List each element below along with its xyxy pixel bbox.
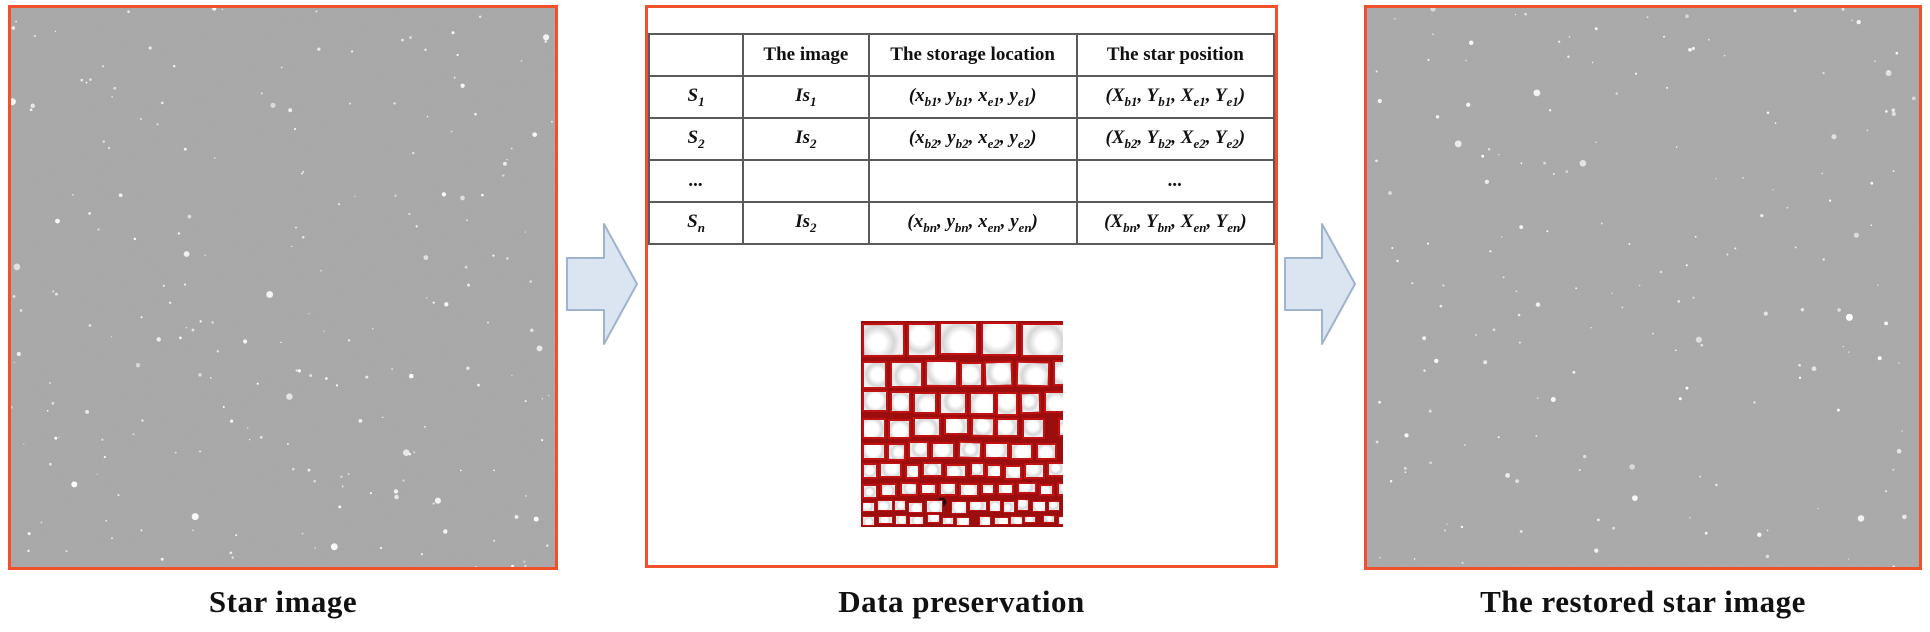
table-row: [649, 202, 1274, 244]
table-header-cell: The image: [743, 34, 868, 76]
star-block: [984, 360, 1014, 387]
star-block: [984, 442, 1009, 459]
star-block: [862, 502, 876, 513]
star-block: [862, 516, 875, 526]
data-preservation-panel: [645, 5, 1278, 568]
star-block: [1036, 443, 1058, 460]
arrow-right-icon: [1284, 222, 1356, 346]
star-block: [890, 391, 911, 412]
star-block: [956, 517, 970, 526]
table-cell: ...: [649, 160, 743, 202]
table-cell: $Is_1$: [743, 76, 868, 118]
star-block: [908, 502, 923, 513]
star-block: [931, 442, 955, 458]
star-block: [1021, 323, 1063, 357]
star-block: [1010, 443, 1033, 460]
star-block: [887, 443, 906, 461]
caption-restored-star-image: The restored star image: [1480, 584, 1806, 619]
table-cell: $Is_2$: [743, 202, 868, 244]
table-cell: ...: [1077, 160, 1274, 202]
table-cell: [869, 160, 1077, 202]
table-cell: ($x_{b1}$, $y_{b1}$, $x_{e1}$, $y_{e1}$): [869, 76, 1077, 118]
star-block: [939, 392, 968, 415]
star-image: [11, 8, 555, 567]
caption-star-image: Star image: [208, 584, 358, 619]
star-block: [971, 417, 995, 438]
star-block: [1043, 514, 1055, 523]
star-block: [981, 322, 1018, 355]
star-block: [957, 440, 982, 459]
star-block: [939, 322, 978, 355]
star-block: [861, 323, 904, 357]
star-block: [879, 462, 902, 478]
star-block: [1053, 360, 1063, 385]
star-block: [1024, 516, 1036, 524]
table-cell: $S_1$: [649, 76, 743, 118]
star-block: [979, 516, 992, 526]
star-block: [981, 483, 995, 495]
star-block: [1010, 515, 1023, 525]
table-cell: ($x_{bn}$, $y_{bn}$, $x_{en}$, $y_{en}$): [869, 202, 1077, 244]
star-block: [939, 482, 957, 496]
star-blocks-mosaic: [861, 321, 1063, 527]
star-block: [925, 360, 958, 387]
star-block: [862, 443, 886, 460]
preservation-table-head: [649, 34, 1274, 76]
star-block: [900, 481, 919, 495]
star-block: [862, 361, 888, 389]
preservation-table-body: [649, 76, 1274, 244]
star-block: [944, 417, 970, 435]
star-block: [862, 463, 879, 479]
star-block: [1003, 501, 1015, 513]
star-block: [969, 501, 987, 511]
star-block: [909, 516, 925, 525]
table-header-row: [649, 34, 1274, 76]
star-block: [960, 362, 984, 387]
star-block: [986, 464, 1002, 478]
star-block: [1020, 391, 1042, 413]
star-block: [996, 418, 1020, 437]
star-block: [1024, 463, 1045, 479]
star-block: [1022, 418, 1046, 439]
star-block: [907, 323, 937, 357]
star-block: [959, 483, 979, 497]
table-row: [649, 118, 1274, 160]
table-header-cell: The storage location: [869, 34, 1077, 76]
star-block: [862, 484, 879, 498]
star-block: [1039, 484, 1054, 497]
star-block: [920, 483, 937, 496]
star-block: [926, 500, 943, 512]
star-block: [878, 516, 894, 524]
table-cell: ($X_{b1}$, $Y_{b1}$, $X_{e1}$, $Y_{e1}$): [1077, 76, 1274, 118]
table-cell: $Is_2$: [743, 118, 868, 160]
table-header-cell: The star position: [1077, 34, 1274, 76]
star-block: [895, 515, 907, 525]
star-block: [1032, 501, 1046, 512]
restored-star-image: [1367, 8, 1919, 567]
star-image-panel: [8, 5, 558, 570]
table-cell: $S_n$: [649, 202, 743, 244]
star-block: [890, 361, 924, 388]
star-block: [862, 418, 887, 438]
star-block: [1004, 465, 1022, 480]
star-block: [951, 501, 967, 513]
preservation-table: [648, 33, 1275, 245]
star-block: [905, 464, 920, 479]
star-block: [913, 417, 941, 437]
star-block: [862, 390, 888, 412]
star-block: [989, 500, 1001, 512]
star-block: [942, 517, 954, 525]
star-block: [969, 392, 995, 415]
star-block: [997, 483, 1015, 495]
star-block: [1044, 391, 1063, 413]
table-cell: [743, 160, 868, 202]
star-block: [908, 441, 929, 459]
star-block: [994, 517, 1009, 526]
caption-data-preservation: Data preservation: [838, 584, 1085, 619]
star-block: [927, 514, 940, 522]
table-header-cell: [649, 34, 743, 76]
star-block: [945, 464, 968, 479]
table-cell: ($X_{b2}$, $Y_{b2}$, $X_{e2}$, $Y_{e2}$): [1077, 118, 1274, 160]
star-block: [922, 462, 943, 477]
star-block: [877, 500, 893, 511]
table-row: [649, 160, 1274, 202]
star-block: [1058, 516, 1063, 525]
star-block: [913, 392, 937, 413]
star-block: [1017, 482, 1037, 494]
star-block: [880, 483, 897, 497]
star-block: [894, 500, 906, 511]
star-block: [996, 392, 1018, 416]
star-block: [1058, 418, 1063, 437]
star-block: [1048, 501, 1060, 512]
star-block: [1017, 499, 1030, 511]
star-block: [888, 419, 912, 439]
restored-star-image-panel: [1364, 5, 1922, 570]
star-block: [1016, 361, 1051, 387]
star-block: [1047, 462, 1063, 477]
table-cell: $S_2$: [649, 118, 743, 160]
arrow-right-icon: [566, 222, 638, 346]
star-block: [970, 462, 985, 477]
table-cell: ($x_{b2}$, $y_{b2}$, $x_{e2}$, $y_{e2}$): [869, 118, 1077, 160]
star-block: [1057, 482, 1063, 497]
table-cell: ($X_{bn}$, $Y_{bn}$, $X_{en}$, $Y_{en}$): [1077, 202, 1274, 244]
table-row: [649, 76, 1274, 118]
